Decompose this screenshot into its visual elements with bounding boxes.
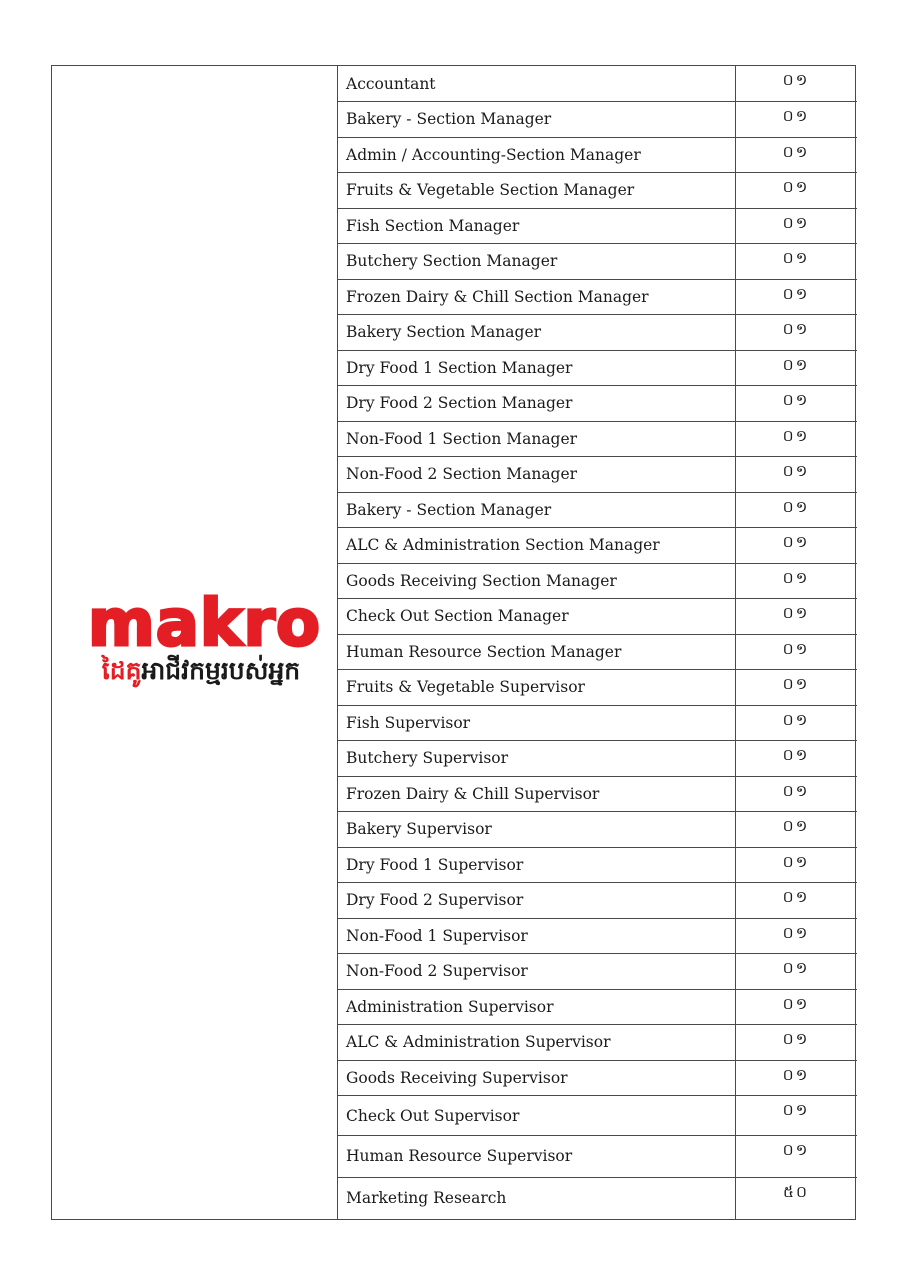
position-title: Non-Food 2 Supervisor: [338, 954, 735, 990]
position-title: Human Resource Supervisor: [338, 1136, 735, 1178]
position-count: ០១: [735, 1136, 857, 1178]
table-row: [338, 208, 857, 244]
position-count: ០១: [735, 741, 857, 777]
position-title: Fish Supervisor: [338, 705, 735, 741]
position-count: ០១: [735, 528, 857, 564]
position-title: Human Resource Section Manager: [338, 634, 735, 670]
table-row: [338, 137, 857, 173]
position-count: ០១: [735, 918, 857, 954]
position-title: Non-Food 1 Section Manager: [338, 421, 735, 457]
table-row: [338, 528, 857, 564]
position-title: Bakery - Section Manager: [338, 102, 735, 138]
position-title: Admin / Accounting-Section Manager: [338, 137, 735, 173]
position-count: ០១: [735, 457, 857, 493]
position-count: ០១: [735, 599, 857, 635]
position-title: Bakery Supervisor: [338, 812, 735, 848]
position-count: ០១: [735, 883, 857, 919]
position-title: ALC & Administration Section Manager: [338, 528, 735, 564]
position-count: ០១: [735, 66, 857, 102]
table-row: [338, 279, 857, 315]
logo-tagline: [88, 654, 314, 688]
position-title: Fruits & Vegetable Supervisor: [338, 670, 735, 706]
position-title: Dry Food 2 Section Manager: [338, 386, 735, 422]
position-count: ០១: [735, 386, 857, 422]
position-title: Bakery - Section Manager: [338, 492, 735, 528]
table-row: [338, 457, 857, 493]
position-title: Dry Food 1 Supervisor: [338, 847, 735, 883]
position-count: ០១: [735, 279, 857, 315]
position-count: ៥០: [783, 1182, 809, 1201]
position-count: ០១: [735, 776, 857, 812]
table-row: [338, 1136, 857, 1178]
positions-table: [338, 66, 857, 1219]
makro-logo: [88, 587, 321, 688]
table-row: [338, 776, 857, 812]
position-count: ០១: [735, 350, 857, 386]
position-title: Check Out Section Manager: [338, 599, 735, 635]
logo-tagline-black: អាជីវកម្មរបស់អ្នក: [141, 656, 301, 685]
logo-tagline-red: ដៃគូ: [101, 656, 142, 685]
logo-cell: [52, 66, 338, 1219]
position-title: Frozen Dairy & Chill Section Manager: [338, 279, 735, 315]
table-row: [338, 989, 857, 1025]
table-row: [338, 883, 857, 919]
position-count: ០១: [735, 634, 857, 670]
table-row: [338, 102, 857, 138]
position-title: ALC & Administration Supervisor: [338, 1025, 735, 1061]
table-row: [338, 244, 857, 280]
table-row: [338, 634, 857, 670]
position-title: Non-Food 1 Supervisor: [338, 918, 735, 954]
table-row: [338, 670, 857, 706]
position-count: ០១: [735, 1096, 857, 1136]
position-title: Goods Receiving Section Manager: [338, 563, 735, 599]
position-title: Butchery Section Manager: [338, 244, 735, 280]
position-count: ០១: [735, 670, 857, 706]
table-row: [338, 599, 857, 635]
table-row: [338, 315, 857, 351]
position-count: ០១: [735, 137, 857, 173]
table-row: [338, 847, 857, 883]
position-title: Frozen Dairy & Chill Supervisor: [338, 776, 735, 812]
table-row: [338, 173, 857, 209]
table-row: [338, 1096, 857, 1136]
position-title: Accountant: [338, 66, 735, 102]
table-row: [338, 741, 857, 777]
table-row: [338, 563, 857, 599]
table-row: [338, 918, 857, 954]
table-row: [338, 492, 857, 528]
position-count: ០១: [735, 102, 857, 138]
position-count: ០១: [735, 812, 857, 848]
table-row: [338, 705, 857, 741]
position-count: ០១: [735, 208, 857, 244]
position-title: Non-Food 2 Section Manager: [338, 457, 735, 493]
position-title: Bakery Section Manager: [338, 315, 735, 351]
position-count: ០១: [735, 244, 857, 280]
position-count: ០១: [735, 315, 857, 351]
logo-wordmark: makro: [88, 587, 321, 661]
table-row: [338, 1025, 857, 1061]
position-count: ០១: [735, 421, 857, 457]
position-title: Dry Food 2 Supervisor: [338, 883, 735, 919]
position-count: ០១: [735, 847, 857, 883]
position-title: Check Out Supervisor: [338, 1096, 735, 1136]
position-count: ០១: [735, 1025, 857, 1061]
position-count: ០១: [735, 563, 857, 599]
table-row: [338, 1177, 857, 1219]
position-title: Butchery Supervisor: [338, 741, 735, 777]
position-title: Marketing Research: [338, 1177, 735, 1219]
table-row: [338, 954, 857, 990]
table-row: [338, 66, 857, 102]
position-count: ០១: [735, 705, 857, 741]
position-title: Dry Food 1 Section Manager: [338, 350, 735, 386]
position-title: Goods Receiving Supervisor: [338, 1060, 735, 1096]
position-count: ០១: [735, 989, 857, 1025]
position-count: ០១: [735, 1060, 857, 1096]
table-row: [338, 1060, 857, 1096]
table-row: [338, 421, 857, 457]
table-row: [338, 350, 857, 386]
position-title: Fruits & Vegetable Section Manager: [338, 173, 735, 209]
table-row: [338, 386, 857, 422]
position-title: Administration Supervisor: [338, 989, 735, 1025]
position-count: ០១: [735, 173, 857, 209]
position-count: ០១: [735, 492, 857, 528]
position-title: Fish Section Manager: [338, 208, 735, 244]
position-count: ០១: [735, 954, 857, 990]
job-openings-table: [51, 65, 856, 1220]
table-row: [338, 812, 857, 848]
